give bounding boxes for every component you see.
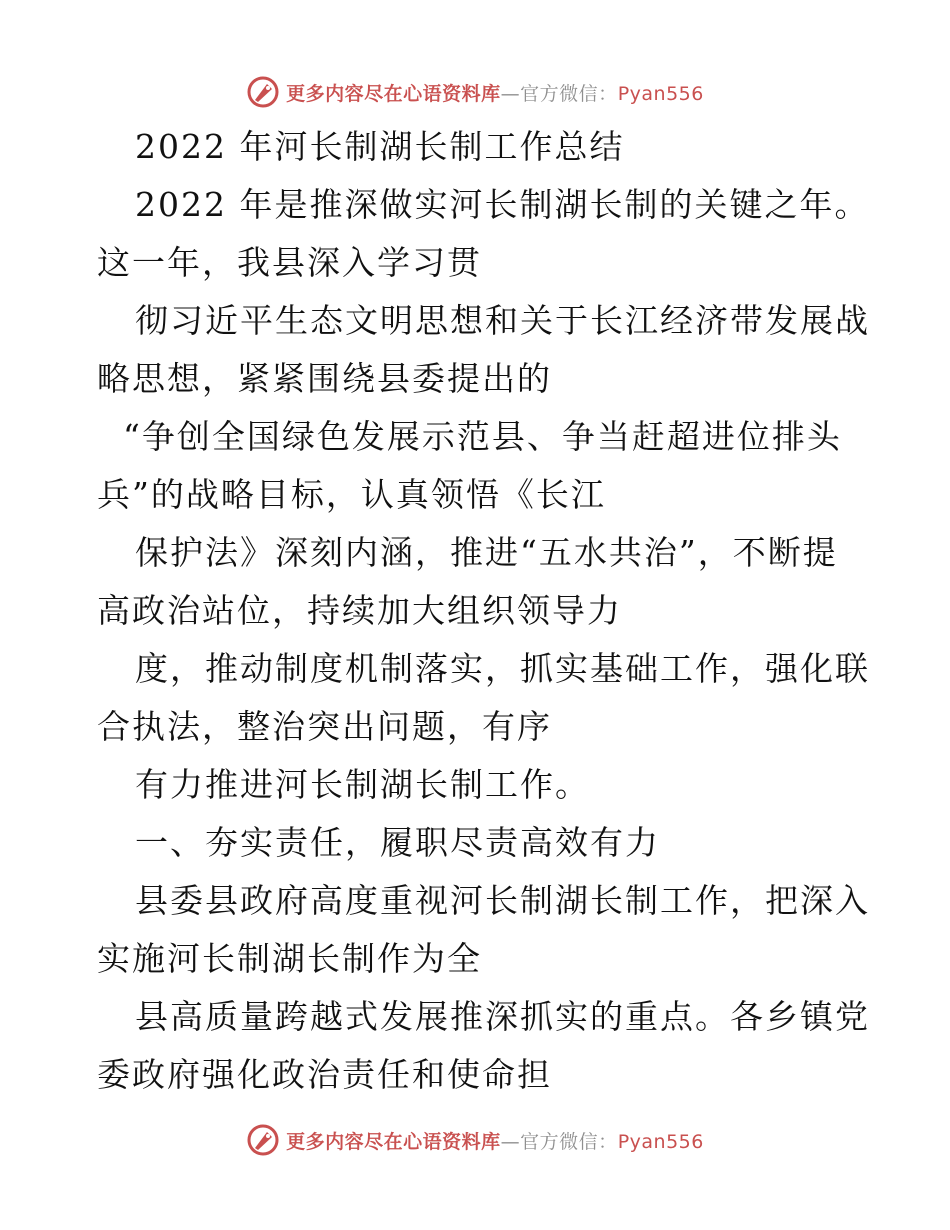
watermark-label: 官方微信：: [520, 82, 618, 105]
watermark-account: Pyan556: [617, 82, 704, 105]
pen-nib-circle-icon: [246, 75, 280, 109]
paragraph-line: 兵”的战略目标，认真领悟《长江: [97, 475, 606, 514]
paragraph-line: “争创全国绿色发展示范县、争当赶超进位排头: [123, 417, 842, 456]
paragraph-line: 度，推动制度机制落实，抓实基础工作，强化联: [135, 649, 870, 688]
paragraph-line: 2022 年是推深做实河长制湖长制的关键之年。: [135, 185, 870, 224]
paragraph-line: 实施河长制湖长制作为全: [97, 939, 482, 978]
watermark-text: [286, 1127, 704, 1154]
section-heading: 一、夯实责任，履职尽责高效有力: [135, 823, 660, 862]
watermark-separator: —: [500, 1130, 521, 1153]
pen-nib-circle-icon: [246, 1123, 280, 1157]
paragraph-line: 合执法，整治突出问题，有序: [97, 707, 552, 746]
watermark-account: Pyan556: [617, 1130, 704, 1153]
watermark-separator: —: [500, 82, 521, 105]
watermark-brand: 更多内容尽在心语资料库: [286, 1130, 501, 1153]
paragraph-line: 县委县政府高度重视河长制湖长制工作，把深入: [135, 881, 870, 920]
footer-watermark: [0, 1120, 950, 1160]
watermark-label: 官方微信：: [520, 1130, 618, 1153]
document-title: 2022 年河长制湖长制工作总结: [135, 127, 625, 166]
paragraph-line: 有力推进河长制湖长制工作。: [135, 765, 590, 804]
watermark-brand: 更多内容尽在心语资料库: [286, 82, 501, 105]
paragraph-line: 彻习近平生态文明思想和关于长江经济带发展战: [135, 301, 870, 340]
paragraph-line: 这一年，我县深入学习贯: [97, 243, 482, 282]
document-body: [97, 118, 870, 1104]
paragraph-line: 保护法》深刻内涵，推进“五水共治”，不断提: [135, 533, 838, 572]
paragraph-line: 委政府强化政治责任和使命担: [97, 1055, 552, 1094]
paragraph-line: 略思想，紧紧围绕县委提出的: [97, 359, 552, 398]
paragraph-line: 县高质量跨越式发展推深抓实的重点。各乡镇党: [135, 997, 870, 1036]
header-watermark: [0, 72, 950, 112]
paragraph-line: 高政治站位，持续加大组织领导力: [97, 591, 622, 630]
watermark-text: [286, 79, 704, 106]
